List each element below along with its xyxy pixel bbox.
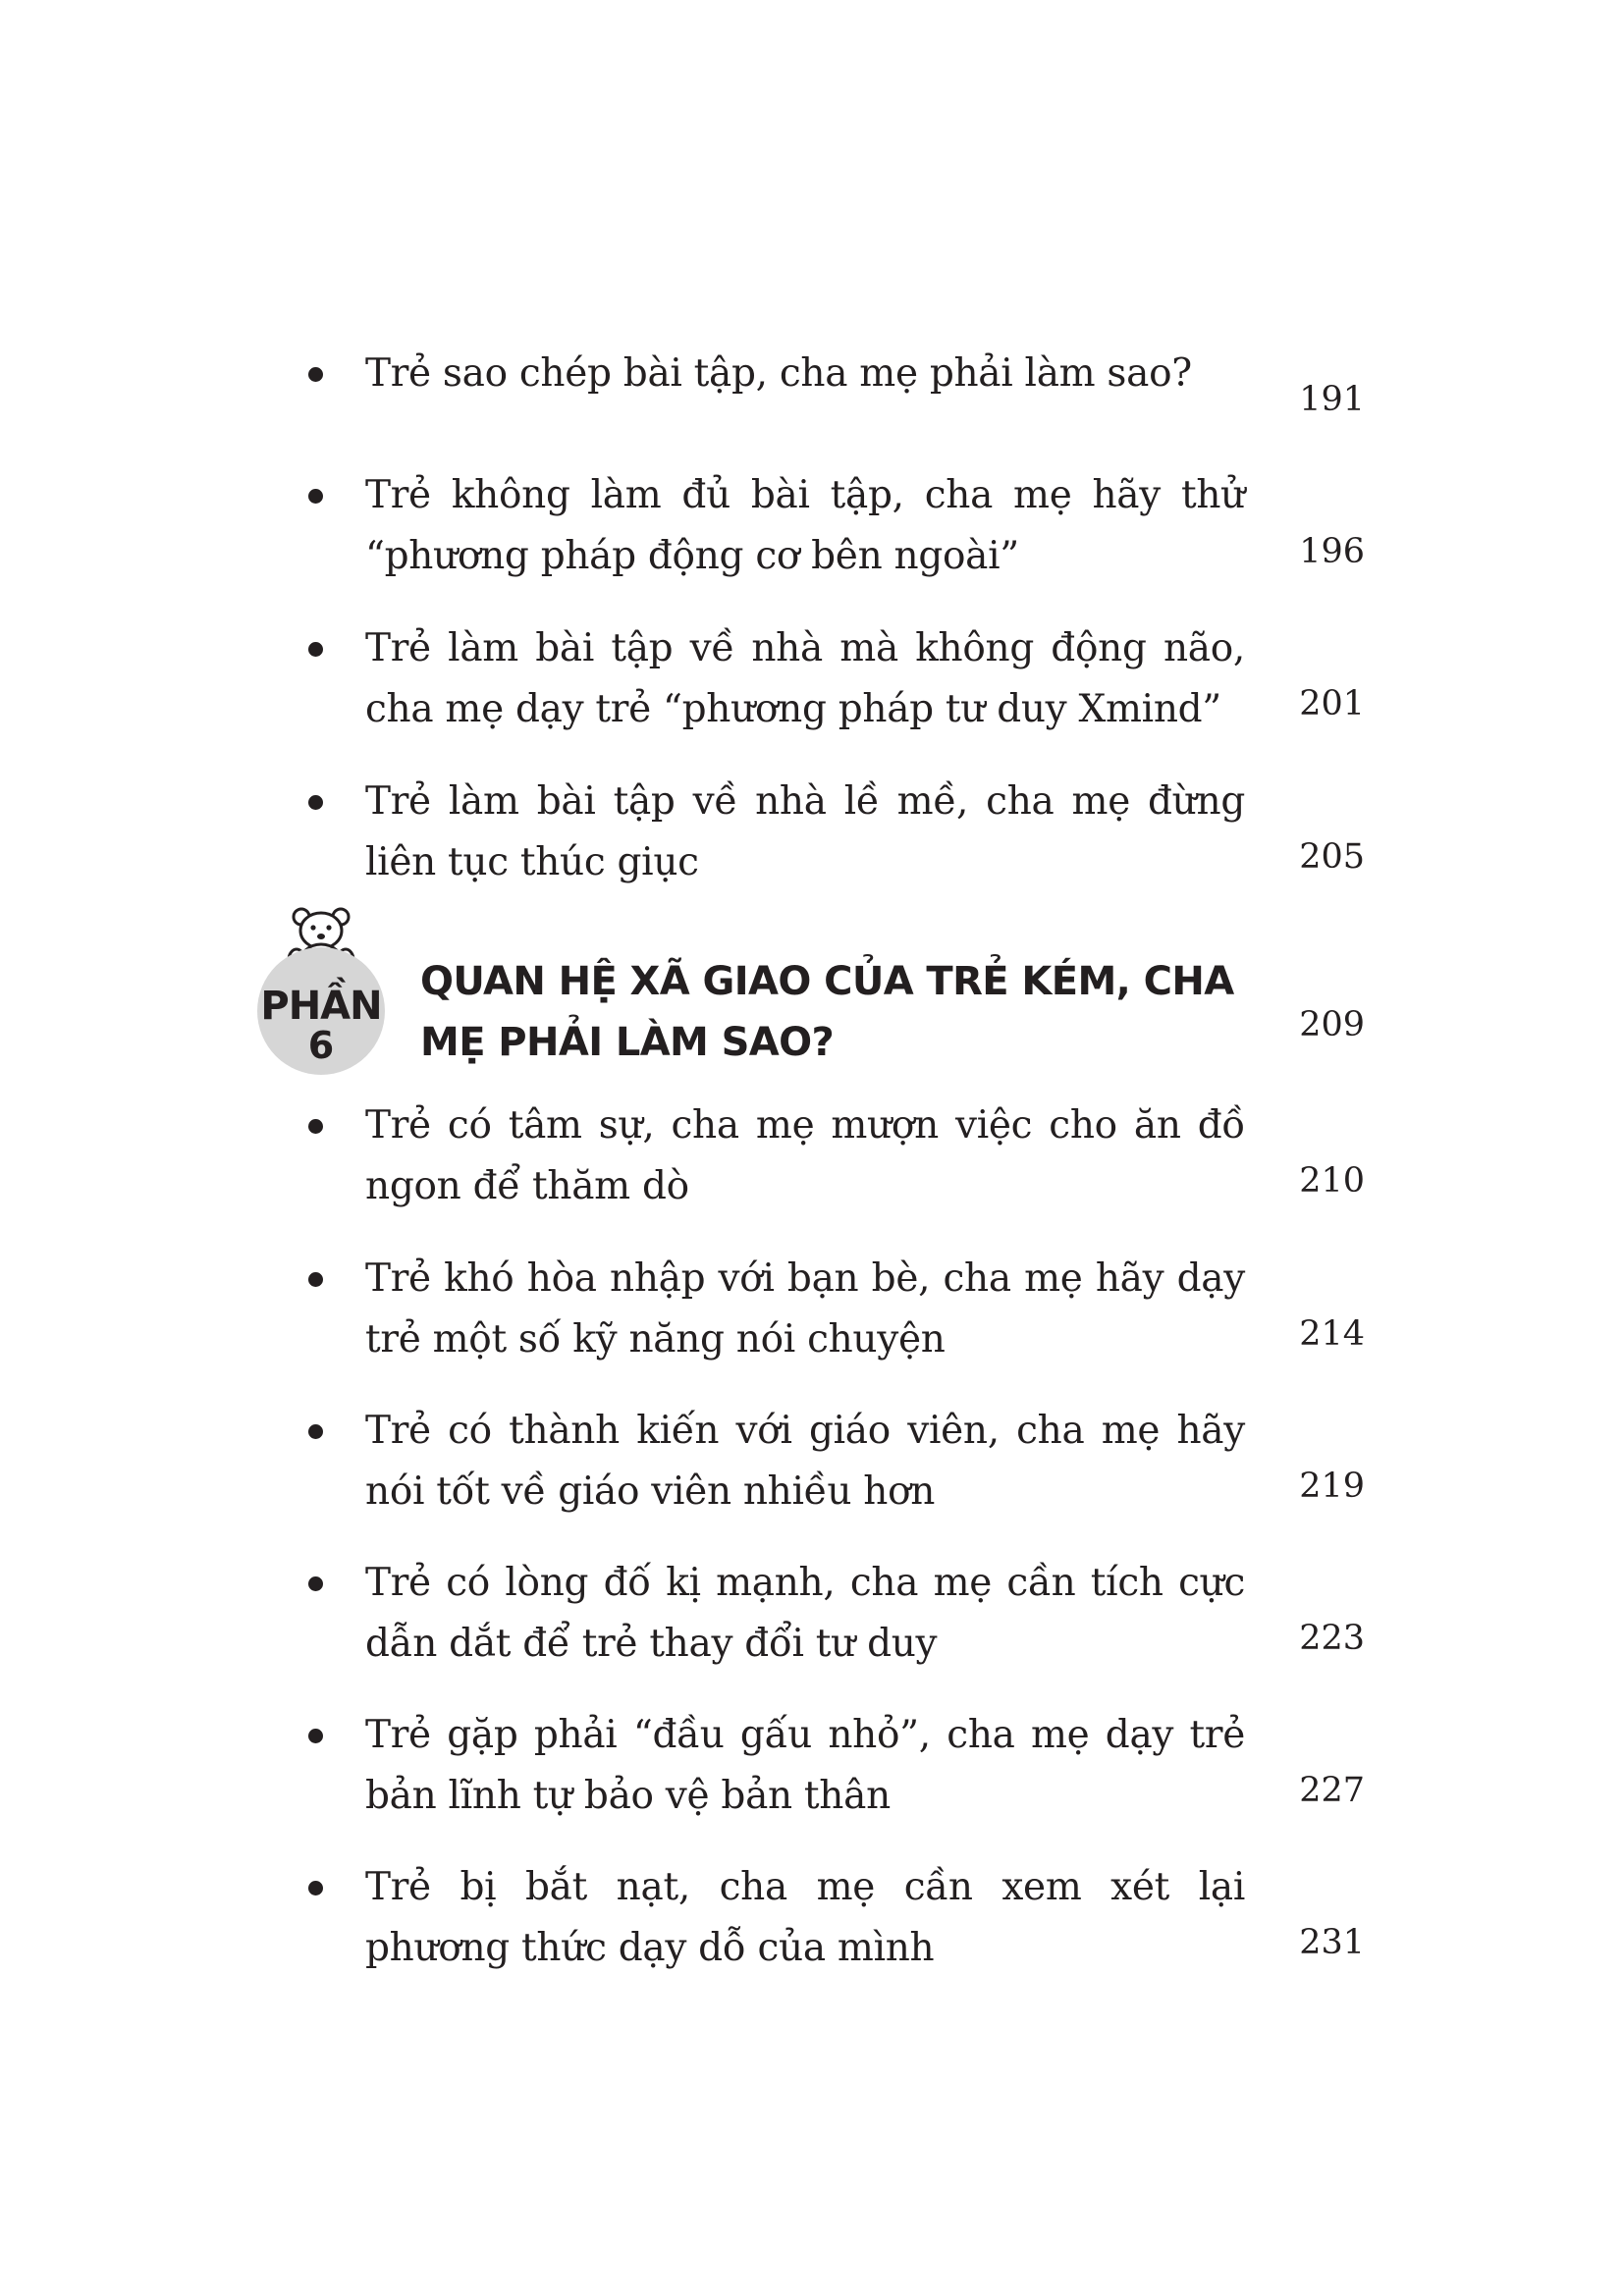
toc-entry-page: 231: [1299, 1923, 1365, 1962]
toc-entry-title: Trẻ khó hòa nhập với bạn bè, cha mẹ hãy dạy trẻ một số kỹ năng nói chuyện: [365, 1256, 1245, 1362]
bullet-icon: [308, 1119, 323, 1134]
toc-entry-title: Trẻ có tâm sự, cha mẹ mượn việc cho ăn đồ ngon để thăm dò: [365, 1103, 1245, 1208]
toc-entry-page: 227: [1299, 1771, 1365, 1810]
toc-entry-title: Trẻ bị bắt nạt, cha mẹ cần xem xét lại phương thức dạy dỗ của mình: [365, 1865, 1245, 1970]
toc-entry-page: 196: [1299, 532, 1365, 571]
toc-entry-page: 201: [1299, 684, 1365, 723]
bullet-icon: [308, 795, 323, 810]
bullet-icon: [308, 1272, 323, 1287]
bullet-icon: [308, 642, 323, 657]
toc-entry-page: 219: [1299, 1467, 1365, 1506]
toc-entry-page: 214: [1299, 1314, 1365, 1354]
bullet-icon: [308, 1881, 323, 1896]
section-title: QUAN HỆ XÃ GIAO CỦA TRẺ KÉM, CHA MẸ PHẢI LÀM SAO?: [420, 959, 1234, 1065]
section-badge-word: PHẦN: [260, 984, 382, 1029]
bullet-icon: [308, 489, 323, 504]
bullet-icon: [308, 1729, 323, 1743]
bullet-icon: [308, 1576, 323, 1591]
toc-entry-title: Trẻ sao chép bài tập, cha mẹ phải làm sao?: [365, 351, 1192, 396]
toc-entry-title: Trẻ có lòng đố kị mạnh, cha mẹ cần tích cực dẫn dắt để trẻ thay đổi tư duy: [365, 1561, 1245, 1666]
toc-entry-title: Trẻ làm bài tập về nhà lề mề, cha mẹ đừng liên tục thúc giục: [365, 779, 1245, 884]
toc-entry-title: Trẻ có thành kiến với giáo viên, cha mẹ hãy nói tốt về giáo viên nhiều hơn: [365, 1409, 1245, 1514]
toc-entry-title: Trẻ gặp phải “đầu gấu nhỏ”, cha mẹ dạy trẻ bản lĩnh tự bảo vệ bản thân: [365, 1713, 1245, 1818]
bullet-icon: [308, 367, 323, 382]
bullet-icon: [308, 1424, 323, 1439]
toc-entry-page: 223: [1299, 1619, 1365, 1658]
toc-entry-title: Trẻ làm bài tập về nhà mà không động não, cha mẹ dạy trẻ “phương pháp tư duy Xmind”: [365, 626, 1245, 731]
toc-entry-page: 210: [1299, 1161, 1365, 1201]
toc-entry-title: Trẻ không làm đủ bài tập, cha mẹ hãy thử “phương pháp động cơ bên ngoài”: [365, 473, 1245, 578]
section-page: 209: [1299, 1005, 1365, 1044]
toc-entry-page: 191: [1299, 380, 1365, 419]
section-badge: [257, 947, 385, 1075]
section-badge-number: 6: [307, 1024, 335, 1067]
toc-entry-page: 205: [1299, 837, 1365, 877]
